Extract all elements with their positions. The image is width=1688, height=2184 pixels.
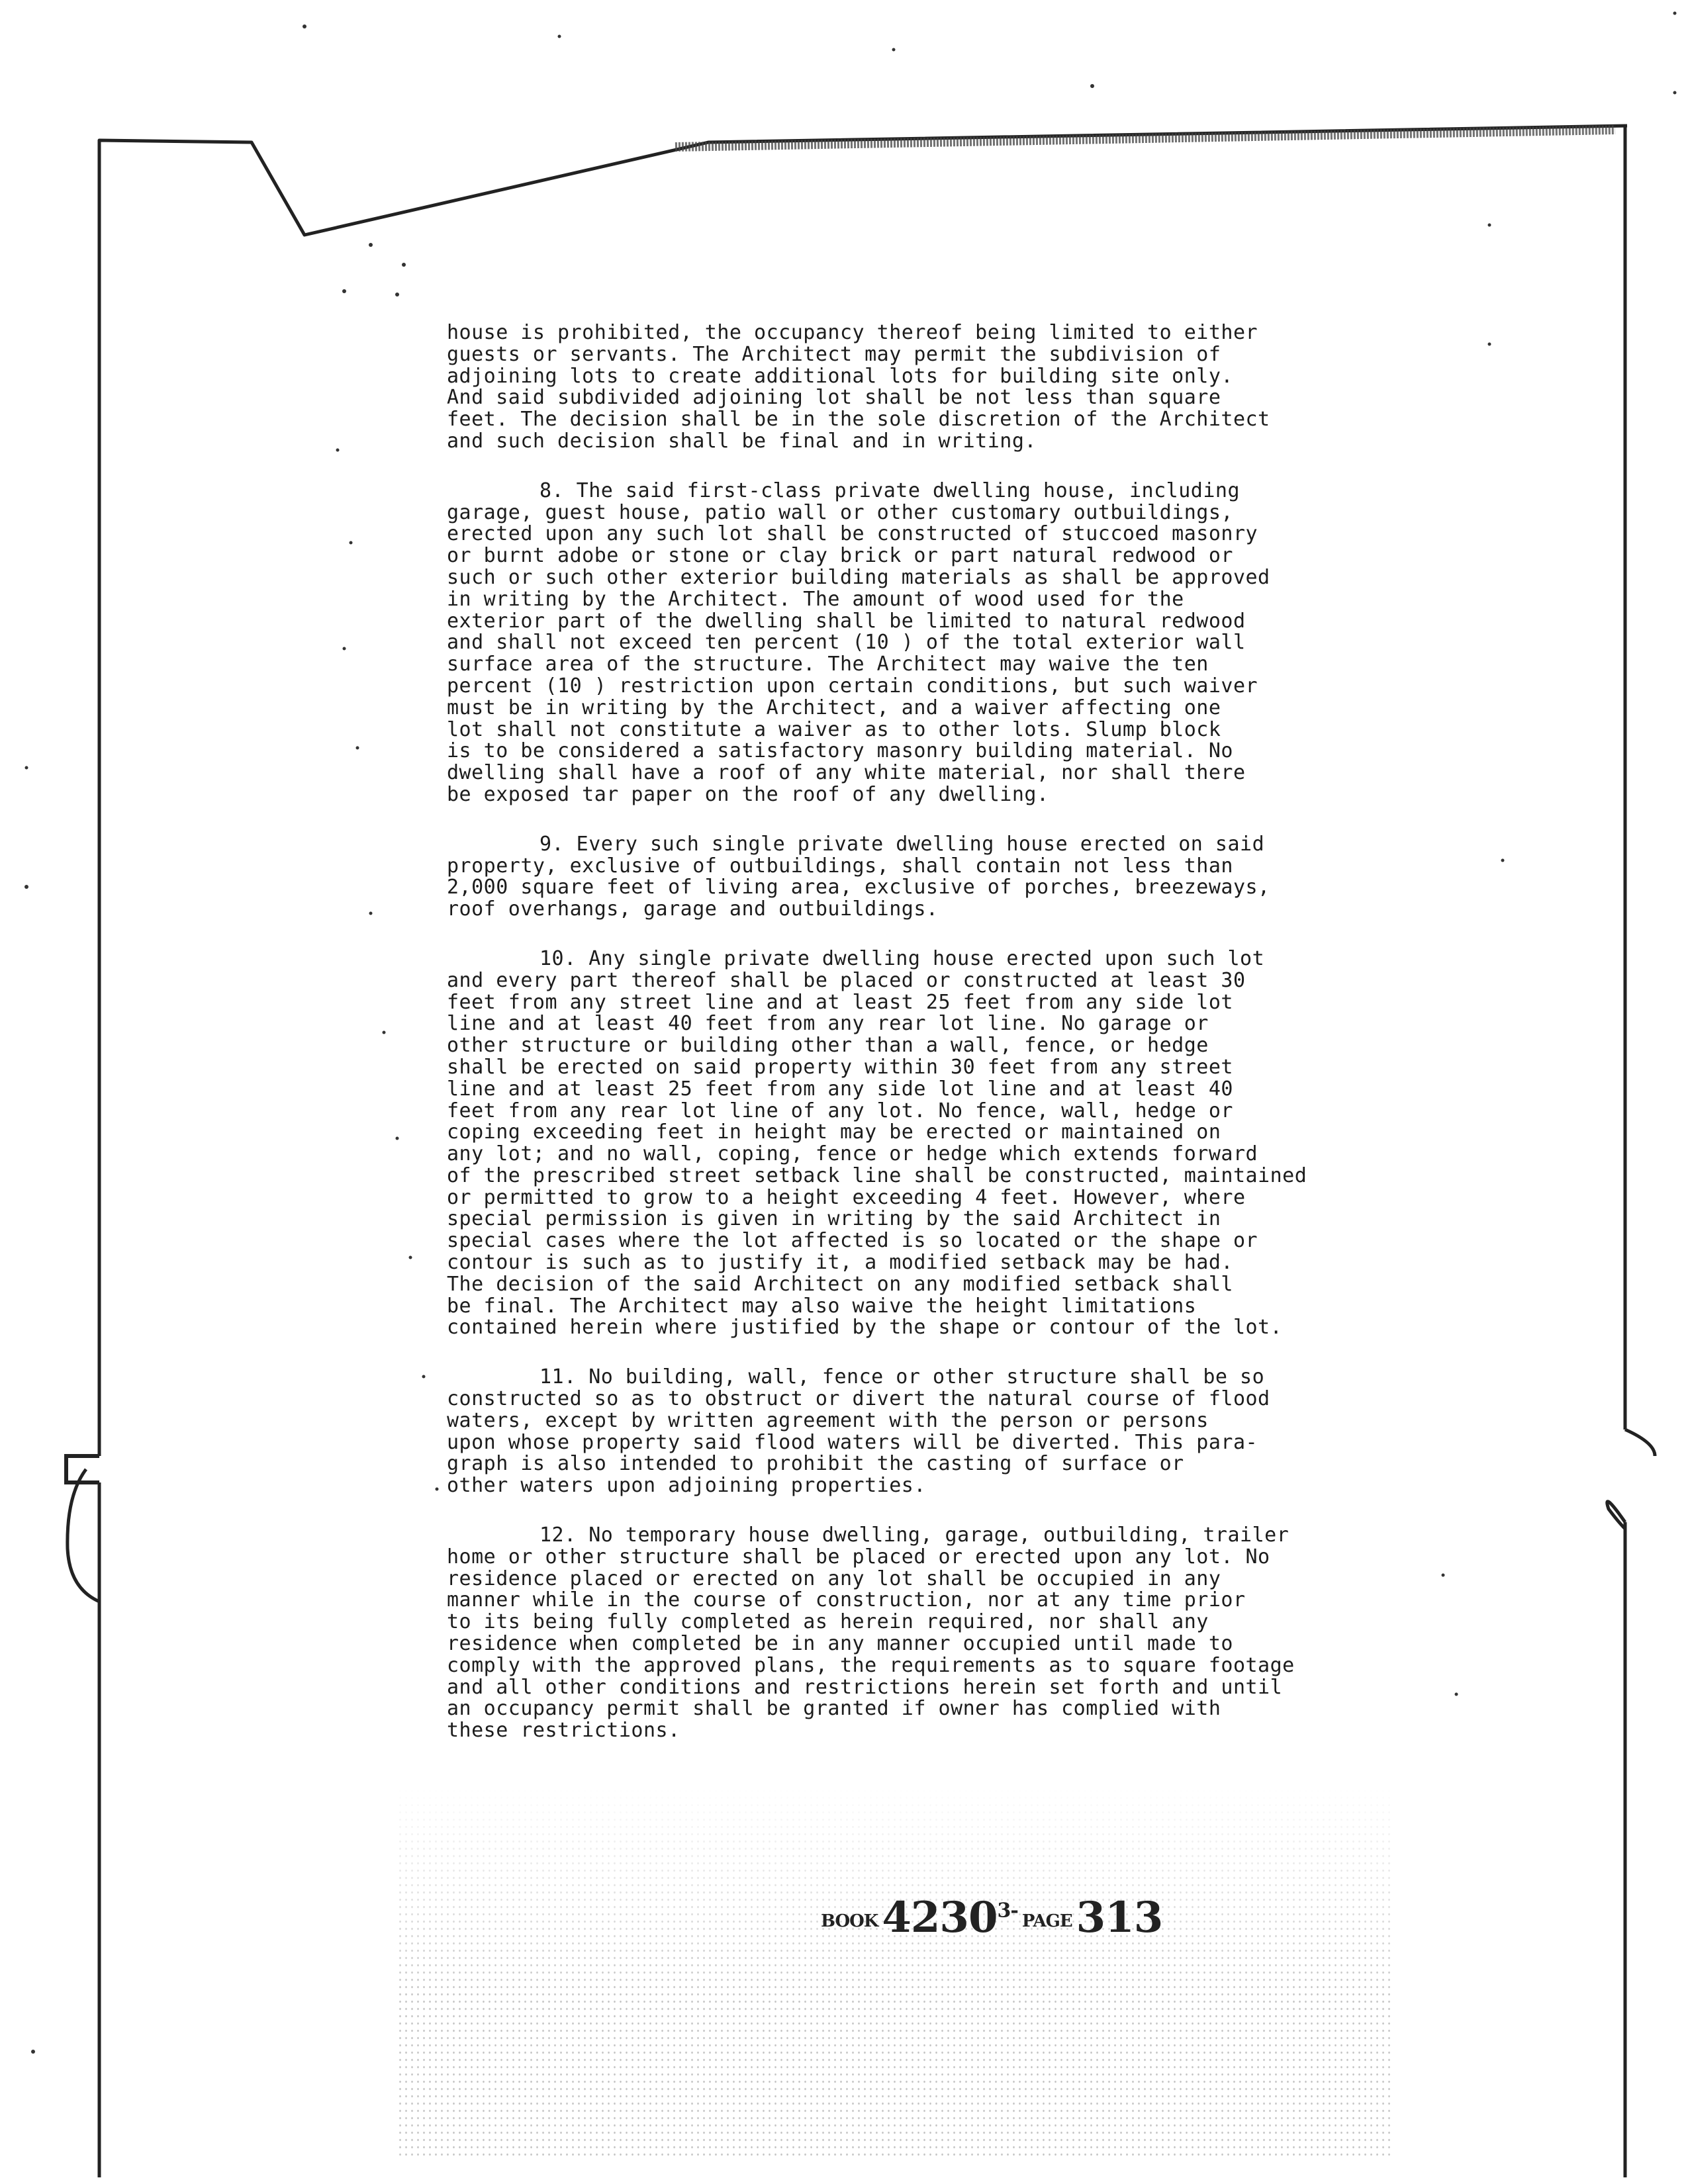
- text-line: coping exceeding feet in height may be erected or maintained on: [447, 1120, 1221, 1144]
- text-line: feet from any rear lot line of any lot. No fence, wall, hedge or: [447, 1099, 1233, 1122]
- text-line: 11. No building, wall, fence or other structure shall be so: [539, 1365, 1265, 1389]
- paragraph-7-continuation: [447, 322, 1453, 453]
- text-line: The decision of the said Architect on any modified setback shall: [447, 1272, 1233, 1296]
- text-line: line and at least 25 feet from any side lot line and at least 40: [447, 1077, 1233, 1101]
- text-line: residence when completed be in any manner occupied until made to: [447, 1632, 1233, 1656]
- text-line: line and at least 40 feet from any rear lot line. No garage or: [447, 1012, 1209, 1036]
- text-line: roof overhangs, garage and outbuildings.: [447, 897, 939, 921]
- text-line: 12. No temporary house dwelling, garage, outbuilding, trailer: [539, 1524, 1289, 1547]
- text-line: house is prohibited, the occupancy thereof being limited to either: [447, 321, 1258, 344]
- document-body: [447, 322, 1453, 1770]
- text-line: must be in writing by the Architect, and a waiver affecting one: [447, 696, 1221, 719]
- text-line: upon whose property said flood waters will be diverted. This para-: [447, 1430, 1258, 1454]
- scan-noise: [397, 1787, 1390, 2158]
- book-superscript: 3-: [997, 1899, 1018, 1923]
- text-line: shall be erected on said property within 30 feet from any street: [447, 1055, 1233, 1079]
- text-line: garage, guest house, patio wall or other customary outbuildings,: [447, 500, 1233, 524]
- text-line: dwelling shall have a roof of any white material, nor shall there: [447, 761, 1246, 785]
- text-line: and every part thereof shall be placed or constructed at least 30: [447, 968, 1246, 992]
- text-line: other structure or building other than a wall, fence, or hedge: [447, 1034, 1209, 1058]
- book-number: 4230: [882, 1893, 998, 1942]
- text-line: home or other structure shall be placed or erected upon any lot. No: [447, 1545, 1270, 1569]
- text-line: be exposed tar paper on the roof of any dwelling.: [447, 782, 1049, 806]
- text-line: or permitted to grow to a height exceeding 4 feet. However, where: [447, 1185, 1246, 1209]
- text-line: And said subdivided adjoining lot shall be not less than square: [447, 386, 1221, 410]
- text-line: of the prescribed street setback line shall be constructed, maintained: [447, 1163, 1307, 1187]
- text-line: 10. Any single private dwelling house erected upon such lot: [539, 946, 1265, 970]
- text-line: special permission is given in writing by the said Architect in: [447, 1207, 1221, 1231]
- text-line: graph is also intended to prohibit the casting of surface or: [447, 1452, 1184, 1476]
- text-line: special cases where the lot affected is so located or the shape or: [447, 1229, 1258, 1253]
- text-line: exterior part of the dwelling shall be limited to natural redwood: [447, 609, 1246, 633]
- text-line: property, exclusive of outbuildings, shall contain not less than: [447, 854, 1233, 878]
- text-line: any lot; and no wall, coping, fence or hedge which extends forward: [447, 1142, 1258, 1166]
- page-number: 313: [1076, 1893, 1163, 1942]
- text-line: or burnt adobe or stone or clay brick or part natural redwood or: [447, 544, 1233, 568]
- paragraph-8: [447, 480, 1453, 806]
- text-line: feet. The decision shall be in the sole discretion of the Architect: [447, 408, 1270, 432]
- book-prefix: BOOK: [821, 1911, 878, 1931]
- text-line: percent (10 ) restriction upon certain conditions, but such waiver: [447, 674, 1258, 698]
- text-line: waters, except by written agreement with the person or persons: [447, 1408, 1209, 1432]
- text-line: feet from any street line and at least 25 feet from any side lot: [447, 990, 1233, 1014]
- text-line: comply with the approved plans, the requirements as to square footage: [447, 1653, 1295, 1677]
- text-line: contour is such as to justify it, a modified setback may be had.: [447, 1251, 1233, 1275]
- text-line: 9. Every such single private dwelling house erected on said: [539, 832, 1265, 856]
- text-line: 8. The said first-class private dwelling house, including: [539, 478, 1241, 502]
- text-line: guests or servants. The Architect may permit the subdivision of: [447, 342, 1221, 366]
- text-line: such or such other exterior building materials as shall be approved: [447, 565, 1270, 589]
- text-line: adjoining lots to create additional lots for building site only.: [447, 364, 1233, 388]
- paragraph-12: [447, 1525, 1453, 1742]
- text-line: erected upon any such lot shall be constructed of stuccoed masonry: [447, 522, 1258, 546]
- text-line: and shall not exceed ten percent (10 ) of the total exterior wall: [447, 631, 1246, 655]
- text-line: is to be considered a satisfactory masonry building material. No: [447, 739, 1233, 763]
- book-page-stamp: [821, 1893, 1162, 1942]
- text-line: to its being fully completed as herein required, nor shall any: [447, 1610, 1209, 1634]
- text-line: 2,000 square feet of living area, exclusive of porches, breezeways,: [447, 876, 1270, 899]
- right-tab: [1625, 1430, 1655, 1456]
- left-tab: [66, 1456, 99, 1482]
- text-line: constructed so as to obstruct or divert the natural course of flood: [447, 1387, 1270, 1411]
- text-line: these restrictions.: [447, 1719, 680, 1743]
- text-line: and such decision shall be final and in writing.: [447, 429, 1037, 453]
- text-line: and all other conditions and restrictions herein set forth and until: [447, 1675, 1283, 1699]
- text-line: surface area of the structure. The Architect may waive the ten: [447, 653, 1209, 676]
- text-line: in writing by the Architect. The amount of wood used for the: [447, 587, 1184, 611]
- text-line: residence placed or erected on any lot shall be occupied in any: [447, 1567, 1221, 1590]
- text-line: contained herein where justified by the shape or contour of the lot.: [447, 1316, 1283, 1340]
- text-line: other waters upon adjoining properties.: [447, 1474, 926, 1498]
- text-line: lot shall not constitute a waiver as to other lots. Slump block: [447, 717, 1221, 741]
- paragraph-10: [447, 948, 1453, 1339]
- text-line: manner while in the course of construction, nor at any time prior: [447, 1588, 1246, 1612]
- paragraph-9: [447, 834, 1453, 921]
- page-label: PAGE: [1021, 1911, 1072, 1931]
- paragraph-11: [447, 1367, 1453, 1497]
- text-line: be final. The Architect may also waive the height limitations: [447, 1294, 1197, 1318]
- text-line: an occupancy permit shall be granted if owner has complied with: [447, 1697, 1221, 1721]
